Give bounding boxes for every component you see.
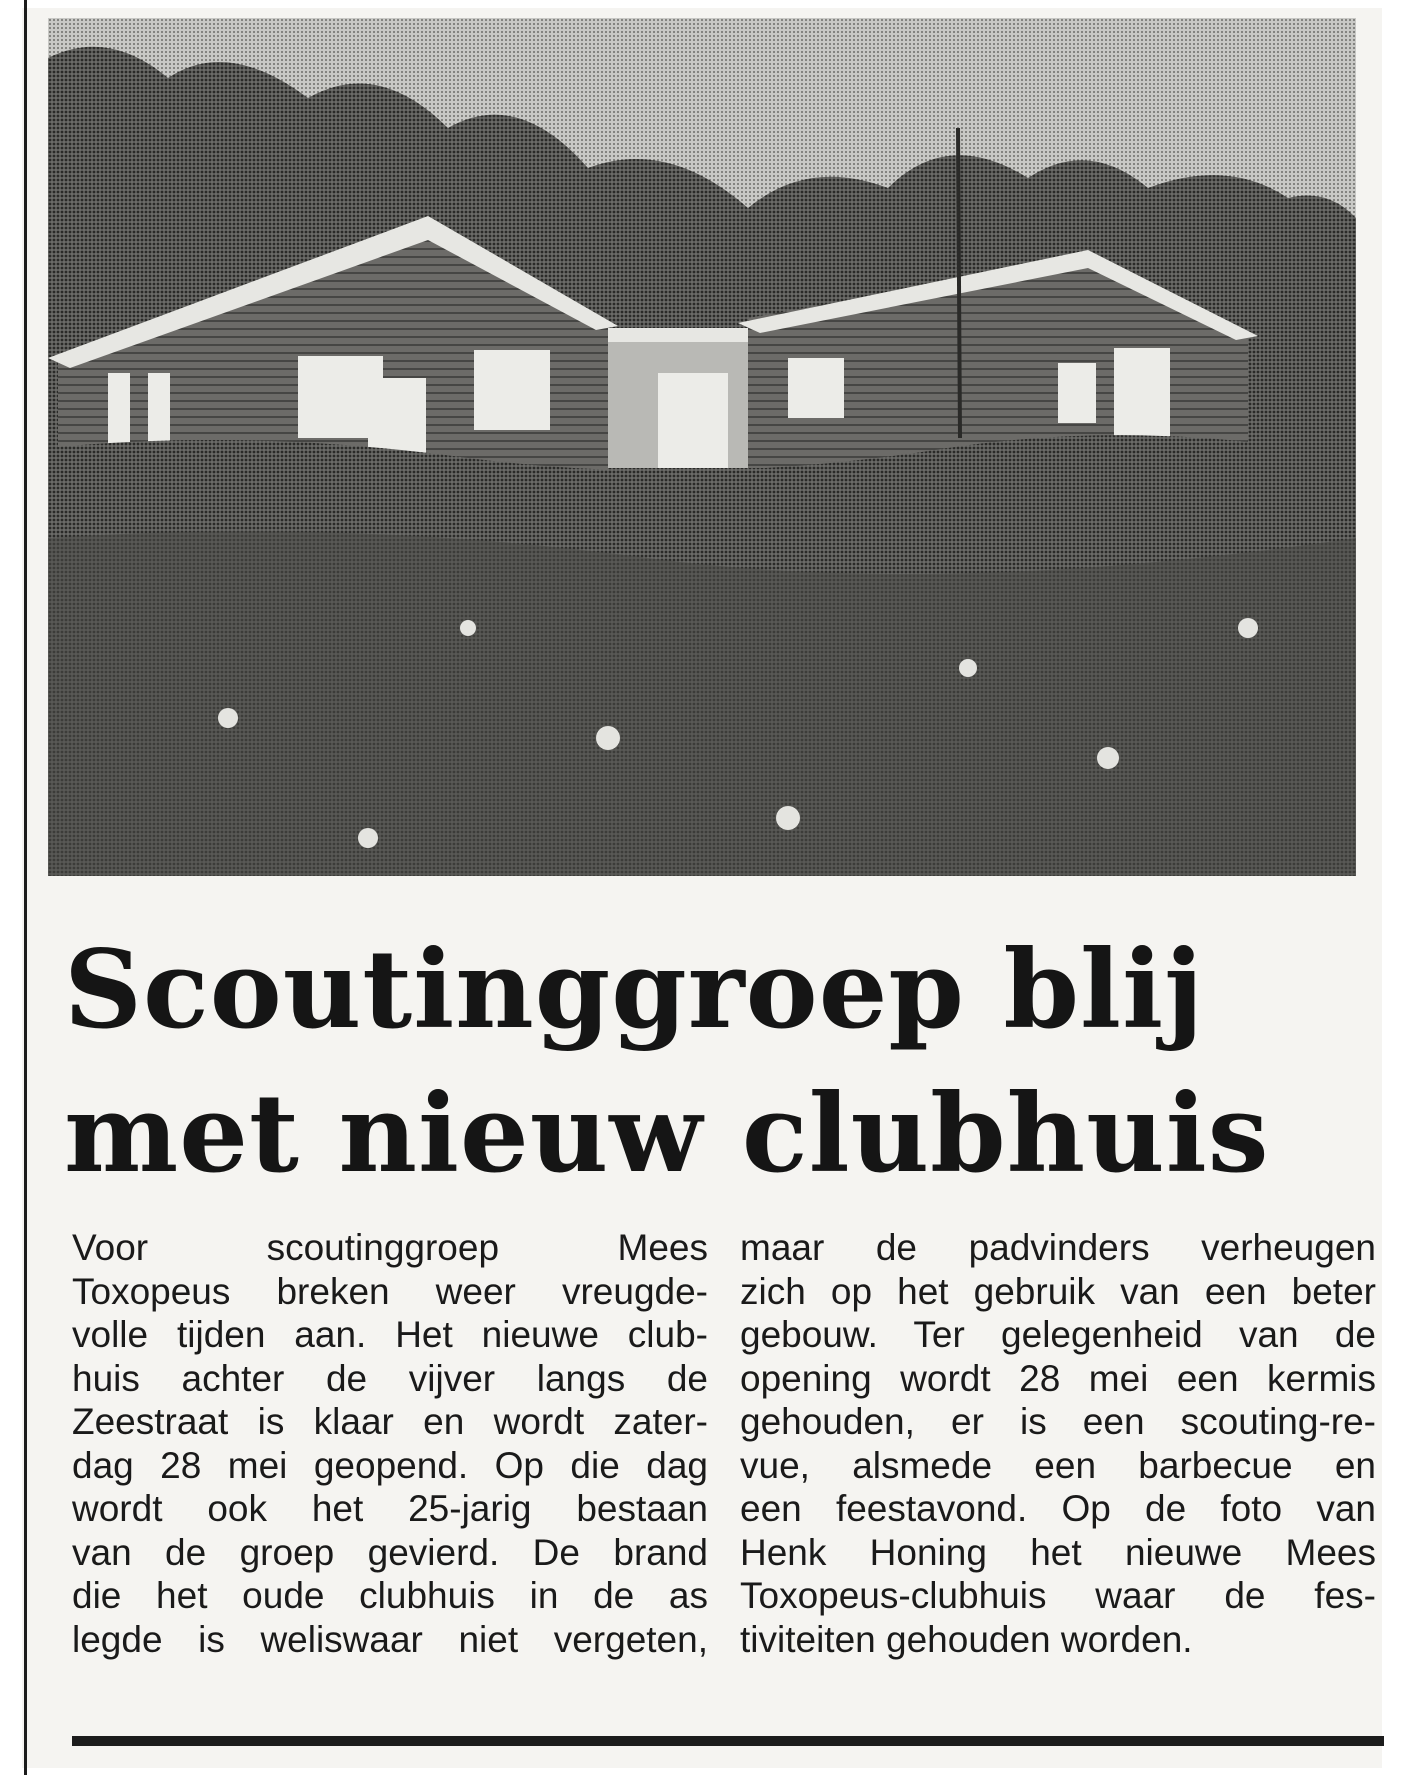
body-line: van de groep gevierd. De brand: [72, 1531, 708, 1573]
body-line: tiviteiten gehouden worden.: [740, 1618, 1193, 1660]
body-line: gebouw. Ter gelegenheid van de: [740, 1314, 1376, 1355]
article-headline: [64, 918, 1364, 1206]
body-line: Voor scoutinggroep Mees: [72, 1227, 708, 1268]
bottom-rule: [72, 1736, 1384, 1746]
headline-line-1: Scoutinggroep blij: [64, 927, 1205, 1053]
clubhouse-photo-drawing: [48, 18, 1356, 876]
body-line: volle tijden aan. Het nieuwe club-: [72, 1314, 708, 1355]
clubhouse-photo: [48, 18, 1356, 876]
body-line: huis achter de vijver langs de: [72, 1357, 708, 1399]
body-line: Henk Honing het nieuwe Mees: [740, 1531, 1376, 1573]
body-line: die het oude clubhuis in de as: [72, 1575, 708, 1616]
body-line: Zeestraat is klaar en wordt zater-: [72, 1401, 708, 1442]
body-line: dag 28 mei geopend. Op die dag: [72, 1444, 708, 1486]
article-column-right: [740, 1226, 1376, 1661]
body-line: een feestavond. Op de foto van: [740, 1488, 1376, 1529]
body-line: legde is weliswaar niet vergeten,: [72, 1618, 708, 1660]
body-line: Toxopeus-clubhuis waar de fes-: [740, 1575, 1376, 1616]
body-line: gehouden, er is een scouting-re-: [740, 1401, 1376, 1442]
body-line: maar de padvinders verheugen: [740, 1227, 1376, 1268]
headline-line-2: met nieuw clubhuis: [64, 1071, 1270, 1197]
body-line: wordt ook het 25-jarig bestaan: [72, 1488, 708, 1529]
body-line: opening wordt 28 mei een kermis: [740, 1357, 1376, 1399]
article-column-left: [72, 1226, 708, 1661]
body-line: vue, alsmede een barbecue en: [740, 1444, 1376, 1486]
clipping-edge: [24, 0, 27, 1775]
body-line: Toxopeus breken weer vreugde-: [72, 1270, 708, 1312]
body-line: zich op het gebruik van een beter: [740, 1270, 1376, 1312]
